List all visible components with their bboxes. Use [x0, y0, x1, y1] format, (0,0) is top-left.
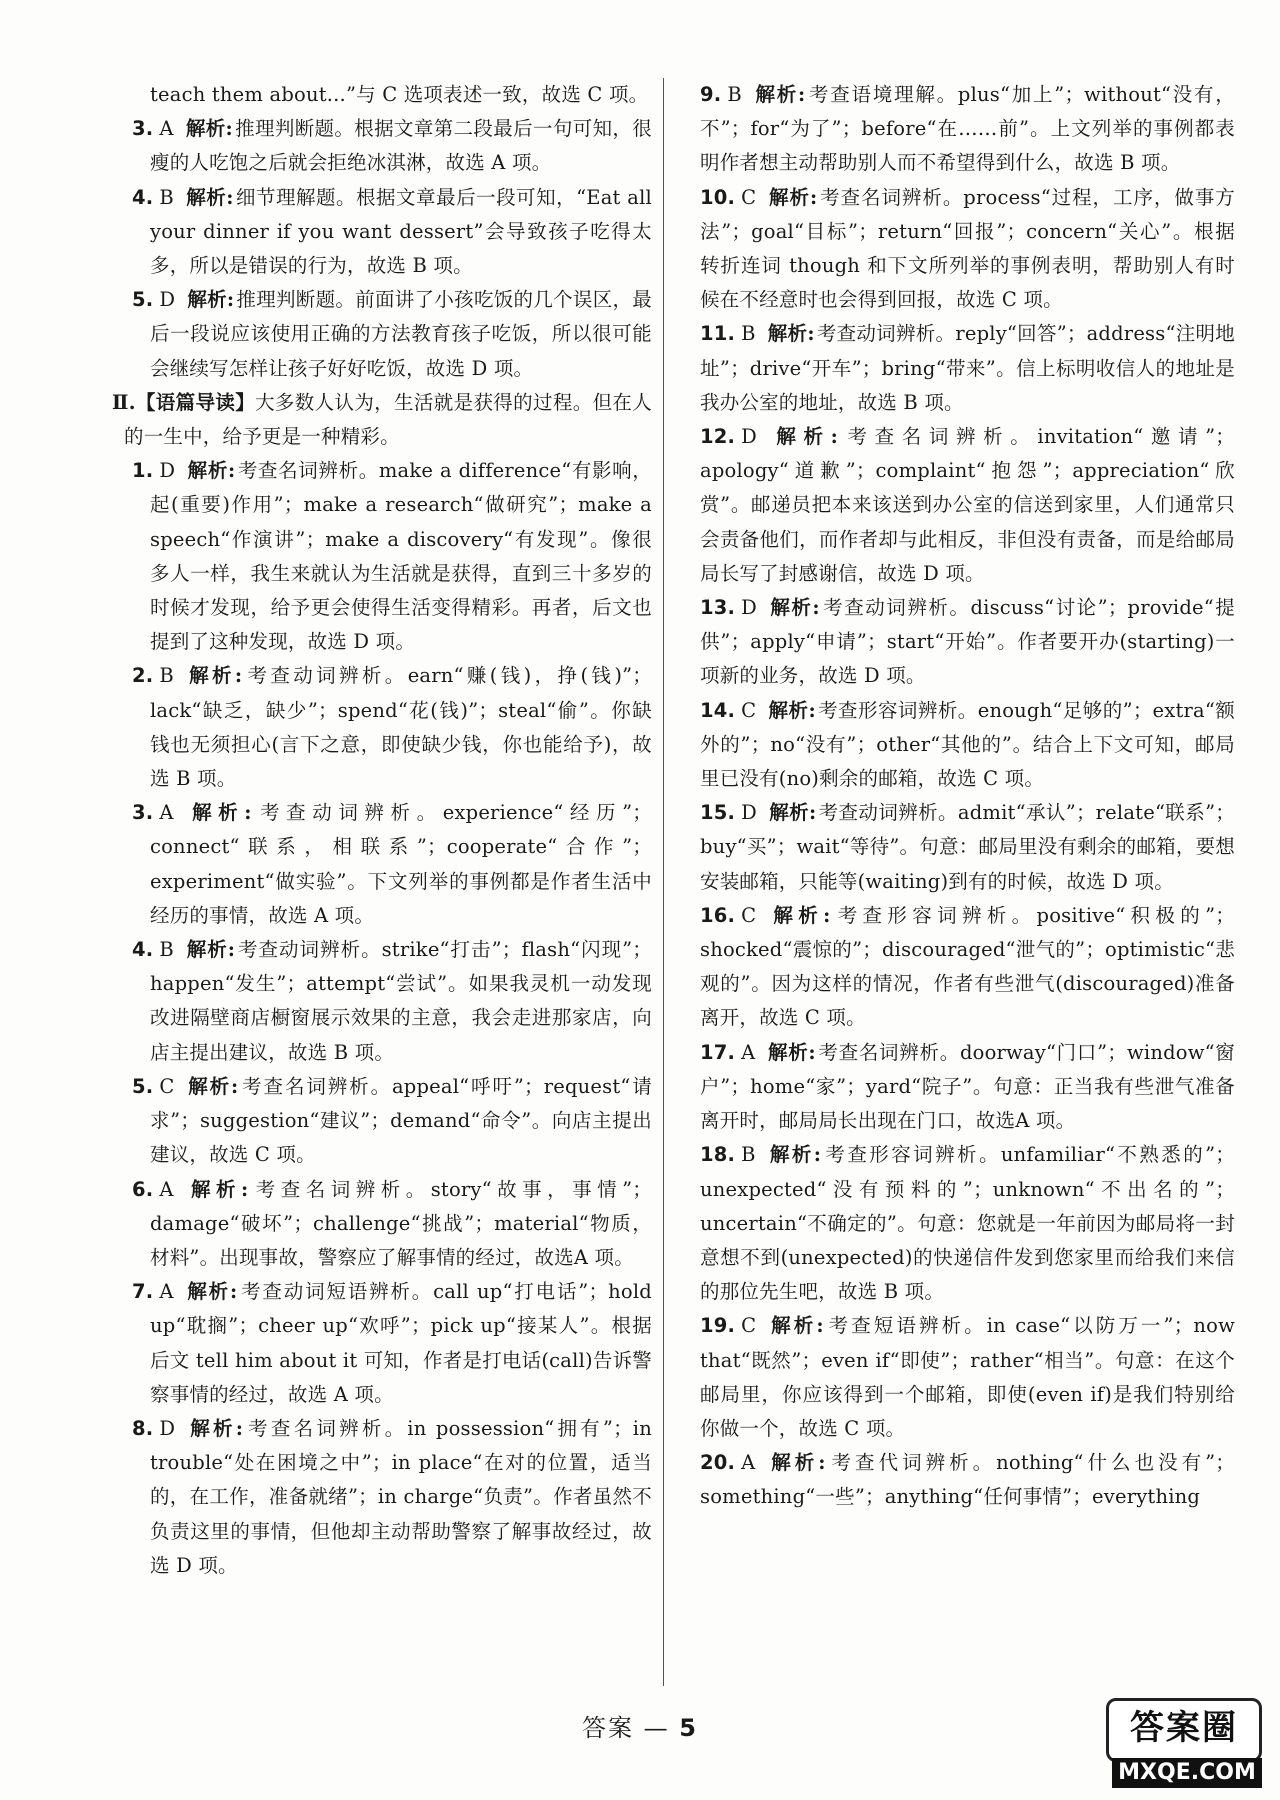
answer-number: 16.: [700, 903, 736, 927]
answer-item: [700, 78, 1235, 181]
answer-item: [700, 694, 1235, 797]
explanation-label: 解析:: [753, 83, 806, 106]
explanation-text: 考查名词辨析。process“过程，工序，做事方法”；goal“目标”；return“回报”；concern“关心”。根据转折连词 though 和下文所列举的事例表明，帮助别人有时候在不经意时也会得到回报，故选 C 项。: [700, 185, 1235, 312]
explanation-label: 解析:: [768, 698, 816, 722]
explanation-label: 解析:: [768, 903, 831, 927]
answer-number: 15.: [700, 801, 736, 825]
answer-number: 19.: [700, 1314, 736, 1338]
explanation-label: 解析:: [185, 117, 233, 141]
answer-item: [700, 317, 1235, 420]
explanation-label: 解析:: [187, 459, 236, 483]
explanation-label: 解析:: [767, 322, 815, 346]
left-items-b: [112, 454, 652, 1583]
explanation-label: 解析:: [768, 1314, 824, 1338]
answer-option: B: [727, 83, 742, 106]
answer-option: D: [741, 596, 757, 620]
answer-number: 8.: [132, 1416, 154, 1440]
answer-number: 13.: [700, 596, 736, 620]
answer-option: A: [159, 1177, 174, 1201]
explanation-text: 考查名词辨析。story“故事，事情”；damage“破坏”；challenge“挑战”；material“物质，材料”。出现事故，警察应了解事情的经过，故选A 项。: [150, 1177, 652, 1269]
answer-item: [700, 1138, 1235, 1309]
explanation-text: 考查名词辨析。in possession“拥有”；in trouble“处在困境之中”；in place“在对的位置，适当的，在工作，准备就绪”；in charge“负责”。作者虽然不负责这里的事情，但他却主动帮助警察了解事故经过，故选 D 项。: [150, 1416, 652, 1577]
answer-number: 6.: [132, 1177, 154, 1201]
answer-number: 3.: [132, 117, 154, 141]
answer-item: [112, 112, 652, 180]
explanation-label: 解析:: [187, 288, 235, 312]
answer-number: 11.: [700, 322, 736, 346]
answer-number: 20.: [700, 1451, 736, 1475]
answer-item: [700, 181, 1235, 318]
explanation-text: 考查名词辨析。invitation“邀请”；apology“道歉”；complaint“抱怨”；appreciation“欣赏”。邮递员把本来该送到办公室的信送到家里，人们通常只会责备他们，而作者却与此相反，非但没有责备，而是给邮局局长写了封感谢信，故选 D 项。: [700, 425, 1235, 585]
answer-item: [112, 933, 652, 1070]
explanation-label: 解析:: [769, 596, 820, 620]
answer-item: [112, 659, 652, 796]
answer-number: 12.: [700, 425, 736, 449]
answer-item: [112, 454, 652, 659]
answer-option: A: [159, 1280, 174, 1304]
watermark-title: 答案圈: [1106, 1698, 1262, 1762]
explanation-text: 细节理解题。根据文章最后一段可知，“Eat all your dinner if you want dessert”会导致孩子吃得太多，所以是错误的行为，故选 B 项。: [150, 185, 652, 278]
explanation-text: 考查动词辨析。strike“打击”；flash“闪现”；happen“发生”；attempt“尝试”。如果我灵机一动发现改进隔壁商店橱窗展示效果的主意，我会走进那家店，向店主提出建议，故选 B 项。: [150, 938, 652, 1064]
explanation-text: 考查动词辨析。experience“经历”；connect“联系，相联系”；cooperate“合作”；experiment“做实验”。下文列举的事例都是作者生活中经历的事情，故选 A 项。: [150, 801, 652, 927]
explanation-label: 解析:: [185, 185, 234, 209]
explanation-text: 考查动词辨析。reply“回答”；address“注明地址”；drive“开车”；bring“带来”。信上标明收信人的地址是我办公室的地址，故选 B 项。: [700, 322, 1235, 414]
section-roman: Ⅱ.: [112, 390, 136, 414]
explanation-label: 解析:: [187, 1416, 244, 1440]
answer-option: C: [159, 1074, 175, 1098]
answer-number: 5.: [132, 288, 154, 312]
explanation-text: 考查动词辨析。admit“承认”；relate“联系”；buy“买”；wait“等待”。句意：邮局里没有剩余的邮箱，要想安装邮箱，只能等(waiting)到有的时候，故选 D 项。: [700, 801, 1235, 893]
explanation-label: 解析:: [767, 1143, 822, 1167]
explanation-label: 解析:: [186, 1074, 239, 1098]
explanation-label: 解析:: [767, 1040, 816, 1064]
answer-option: C: [741, 1314, 757, 1338]
answer-item: [700, 1036, 1235, 1139]
explanation-text: 推理判断题。前面讲了小孩吃饭的几个误区，最后一段说应该使用正确的方法教育孩子吃饭，所以很可能会继续写怎样让孩子好好吃饭，故选 D 项。: [150, 288, 652, 380]
continuation-text: teach them about...”与 C 选项表述一致，故选 C 项。: [150, 83, 649, 106]
footer-label: 答案 —: [582, 1714, 680, 1742]
answer-item: [700, 591, 1235, 694]
answer-number: 10.: [700, 185, 736, 209]
answer-item: [112, 1275, 652, 1412]
left-column: [112, 78, 652, 1583]
answer-option: B: [159, 185, 174, 209]
answer-number: 3.: [132, 801, 154, 825]
explanation-label: 解析:: [767, 1451, 826, 1475]
explanation-label: 解析:: [185, 1280, 238, 1304]
explanation-text: 考查代词辨析。nothing“什么也没有”；something“一些”；anything“任何事情”；everything: [700, 1451, 1235, 1509]
section-intro: [112, 386, 652, 454]
answer-option: B: [159, 664, 174, 688]
answer-number: 9.: [700, 83, 722, 106]
answer-option: C: [741, 903, 757, 927]
left-items-a: [112, 112, 652, 386]
explanation-label: 解析:: [769, 425, 839, 449]
explanation-text: 考查形容词辨析。enough“足够的”；extra“额外的”；no“没有”；other“其他的”。结合上下文可知，邮局里已没有(no)剩余的邮箱，故选 C 项。: [700, 698, 1235, 791]
section-bracket: 【语篇导读】: [135, 390, 256, 414]
explanation-label: 解析:: [768, 185, 818, 209]
answer-number: 18.: [700, 1143, 736, 1167]
section-text: 大多数人认为，生活就是获得的过程。但在人的一生中，给予更是一种精彩。: [124, 390, 652, 449]
explanation-text: 推理判断题。根据文章第二段最后一句可知，很瘦的人吃饱之后就会拒绝冰淇淋，故选 A 项。: [150, 117, 652, 175]
answer-item: [112, 1412, 652, 1583]
answer-number: 7.: [132, 1280, 154, 1304]
column-divider: [663, 78, 664, 1686]
answer-option: D: [159, 288, 176, 312]
explanation-text: 考查动词辨析。earn“赚(钱)，挣(钱)”；lack“缺乏，缺少”；spend“花(钱)”；steal“偷”。你缺钱也无须担心(言下之意，即使缺少钱，你也能给予)，故选 B 项。: [150, 664, 652, 791]
right-column: [700, 78, 1235, 1515]
answer-item: [700, 1446, 1235, 1514]
answer-item: [112, 1173, 652, 1276]
explanation-text: 考查动词辨析。discuss“讨论”；provide“提供”；apply“申请”；start“开始”。作者要开办(starting)一项新的业务，故选 D 项。: [700, 596, 1235, 688]
answer-option: A: [741, 1040, 756, 1064]
answer-number: 5.: [132, 1074, 154, 1098]
site-watermark-logo: [1112, 1698, 1262, 1790]
answer-option: B: [741, 322, 756, 346]
answer-option: B: [159, 938, 174, 962]
answer-item: [700, 1309, 1235, 1446]
answer-option: D: [159, 1416, 176, 1440]
answer-option: D: [741, 425, 757, 449]
answer-option: D: [159, 459, 176, 483]
answer-item: [112, 181, 652, 284]
answer-option: A: [159, 801, 174, 825]
watermark-url: MXQE.COM: [1112, 1758, 1262, 1788]
explanation-text: 考查名词辨析。appeal“呼吁”；request“请求”；suggestion“建议”；demand“命令”。向店主提出建议，故选 C 项。: [150, 1074, 652, 1167]
explanation-label: 解析:: [185, 938, 236, 962]
answer-option: B: [741, 1143, 756, 1167]
answer-option: A: [159, 117, 174, 141]
answer-item: [112, 283, 652, 386]
answer-option: C: [741, 698, 757, 722]
explanation-text: 考查名词辨析。doorway“门口”；window“窗户”；home“家”；yard“院子”。句意：正当我有些泄气准备离开时，邮局局长出现在门口，故选A 项。: [700, 1040, 1235, 1133]
answer-option: C: [741, 185, 757, 209]
explanation-text: 考查形容词辨析。positive“积极的”；shocked“震惊的”；discouraged“泄气的”；optimistic“悲观的”。因为这样的情况，作者有些泄气(discouraged)准备离开，故选 C 项。: [700, 903, 1235, 1030]
explanation-label: 解析:: [769, 801, 817, 825]
page-number: 5: [679, 1714, 698, 1742]
answer-number: 14.: [700, 698, 736, 722]
answer-item: [700, 899, 1235, 1036]
answer-number: 4.: [132, 185, 154, 209]
explanation-label: 解析:: [185, 801, 252, 825]
explanation-text: 考查名词辨析。make a difference“有影响，起(重要)作用”；make a research“做研究”；make a speech“作演讲”；make a discovery“有发现”。像很多人一样，我生来就认为生活就是获得，直到三十多岁的时候才发现，给予更会使得生活变得精彩。再者，后文也提到了这种发现，故选 D 项。: [150, 459, 652, 654]
explanation-text: 考查短语辨析。in case“以防万一”；now that“既然”；even if“即使”；rather“相当”。句意：在这个邮局里，你应该得到一个邮箱，即使(even if)是我们特别给你做一个，故选 C 项。: [700, 1314, 1235, 1440]
answer-item: [112, 1070, 652, 1173]
answer-number: 4.: [132, 938, 154, 962]
answer-item: [700, 796, 1235, 899]
answer-option: A: [741, 1451, 756, 1475]
explanation-label: 解析:: [185, 1177, 249, 1201]
answer-number: 2.: [132, 664, 154, 688]
answer-item: [700, 420, 1235, 591]
answer-item: [112, 796, 652, 933]
answer-number: 17.: [700, 1040, 736, 1064]
right-items: [700, 78, 1235, 1515]
explanation-text: 考查形容词辨析。unfamiliar“不熟悉的”；unexpected“没有预料的”；unknown“不出名的”；uncertain“不确定的”。句意：您就是一年前因为邮局将一封意想不到(unexpected)的快递信件发到您家里而给我们来信的那位先生吧，故选 B 项。: [700, 1143, 1235, 1304]
answer-number: 1.: [132, 459, 154, 483]
explanation-text: 考查语境理解。plus“加上”；without“没有，不”；for“为了”；before“在……前”。上文列举的事例都表明作者想主动帮助别人而不希望得到什么，故选 B 项。: [700, 83, 1235, 175]
answer-option: D: [741, 801, 757, 825]
explanation-text: 考查动词短语辨析。call up“打电话”；hold up“耽搁”；cheer up“欢呼”；pick up“接某人”。根据后文 tell him about it 可知，作者是打电话(call)告诉警察事情的经过，故选 A 项。: [150, 1280, 652, 1406]
page-footer: [0, 1708, 1280, 1743]
explanation-label: 解析:: [185, 664, 243, 688]
